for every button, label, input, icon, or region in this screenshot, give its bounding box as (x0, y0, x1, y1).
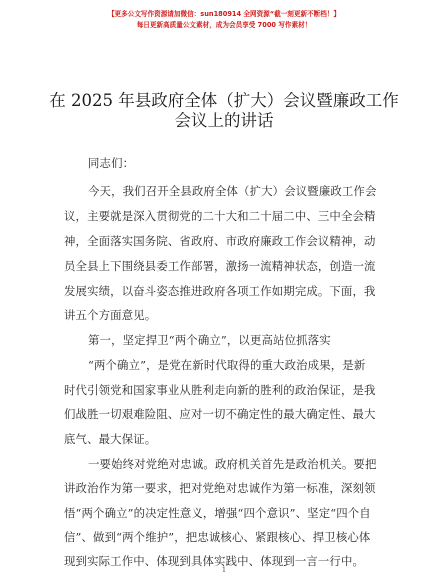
body-line: “两个确立”，是党在新时代取得的重大政治成果，是新 (88, 358, 366, 372)
body-line: 信”、做到“两个维护”，把忠诚核心、紧跟核心、捍卫核心体 (64, 530, 371, 544)
body-line: 一要始终对党绝对忠诚。政府机关首先是政治机关。要把 (88, 457, 377, 471)
body-line: 悟“两个确立”的决定性意义，增强“四个意识”、坚定“四个自 (64, 506, 371, 520)
document-title-line-1: 在 2025 年县政府全体（扩大）会议暨廉政工作 (49, 91, 399, 110)
body-line: 讲政治作为第一要求，把对党绝对忠诚作为第一标准，深刻领 (64, 481, 376, 495)
promo-line-2: 每日更新高质量公文素材，成为会员享受 7000 写作素材！ (136, 21, 312, 29)
body-line: 神，全面落实国务院、省政府、市政府廉政工作会议精神，动 (64, 234, 376, 248)
page-number: 1 (221, 566, 227, 574)
section-heading: 第一，坚定捍卫“两个确立”，以更高站位抓落实 (88, 333, 331, 347)
body-line: 议，主要就是深入贯彻党的二十大和二十届二中、三中全会精 (64, 209, 376, 223)
body-line: 现到实际工作中、体现到具体实践中、体现到一言一行中。 (64, 554, 365, 568)
promo-line-1: 【更多公文写作资源请加微信：sun180914 全网资源“截一刻更新不断档！】 (107, 10, 341, 18)
body-line: 今天，我们召开全县政府全体（扩大）会议暨廉政工作会 (88, 184, 377, 198)
body-line: 们战胜一切艰难险阻、应对一切不确定性的最大确定性、最大 (64, 407, 376, 421)
body-line: 发展实绩，以奋斗姿态推进政府各项工作如期完成。下面，我 (64, 284, 376, 298)
salutation: 同志们： (88, 156, 135, 170)
document-title-line-2: 会议上的讲话 (174, 111, 274, 130)
body-line: 讲五个方面意见。 (64, 308, 157, 322)
body-line: 员全县上下围绕县委工作部署，激扬一流精神状态，创造一流 (64, 259, 376, 273)
body-line: 时代引领党和国家事业从胜利走向新的胜利的政治保证，是我 (64, 383, 376, 397)
body-line: 底气、最大保证。 (64, 432, 157, 446)
